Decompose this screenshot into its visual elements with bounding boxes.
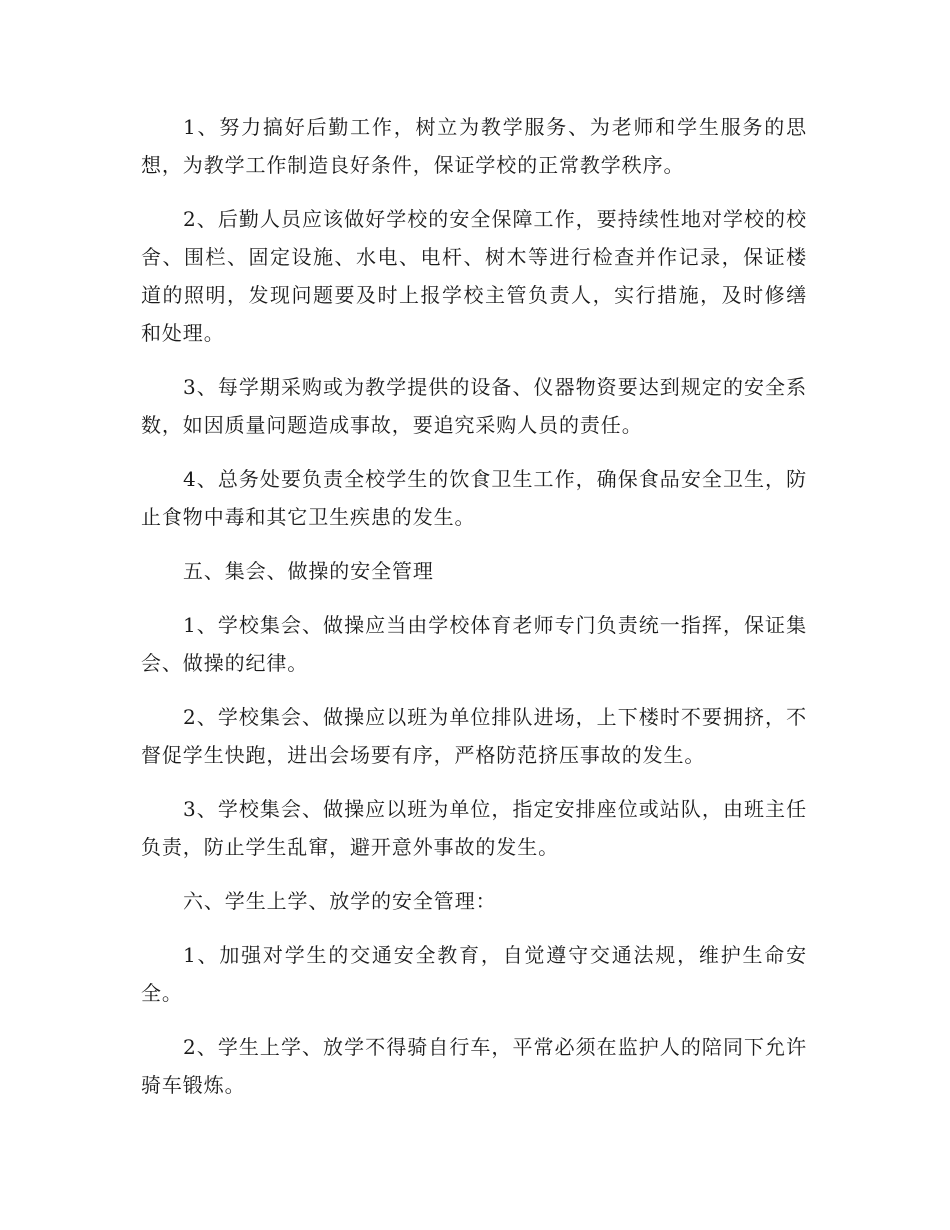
section-heading-commute: 六、学生上学、放学的安全管理：: [183, 889, 497, 913]
document-body: [141, 108, 807, 1120]
paragraph-logistics-4: 4、总务处要负责全校学生的饮食卫生工作，确保食品安全卫生，防止食物中毒和其它卫生疾患的发生。: [141, 467, 807, 529]
paragraph-commute-2: 2、学生上学、放学不得骑自行车，平常必须在监护人的陪同下允许骑车锻炼。: [141, 1035, 807, 1097]
paragraph-logistics-1: 1、努力搞好后勤工作，树立为教学服务、为老师和学生服务的思想，为教学工作制造良好条件，保证学校的正常教学秩序。: [141, 115, 807, 177]
paragraph-assembly-3: 3、学校集会、做操应以班为单位，指定安排座位或站队，由班主任负责，防止学生乱窜，避开意外事故的发生。: [141, 797, 807, 859]
paragraph-assembly-1: 1、学校集会、做操应当由学校体育老师专门负责统一指挥，保证集会、做操的纪律。: [141, 613, 807, 675]
paragraph-logistics-2: 2、后勤人员应该做好学校的安全保障工作，要持续性地对学校的校舍、围栏、固定设施、水电、电杆、树木等进行检查并作记录，保证楼道的照明，发现问题要及时上报学校主管负责人，实行措施，及时修缮和处理。: [141, 207, 807, 345]
paragraph-assembly-2: 2、学校集会、做操应以班为单位排队进场，上下楼时不要拥挤，不督促学生快跑，进出会场要有序，严格防范挤压事故的发生。: [141, 705, 807, 767]
paragraph-commute-1: 1、加强对学生的交通安全教育，自觉遵守交通法规，维护生命安全。: [141, 943, 807, 1005]
section-heading-assembly: 五、集会、做操的安全管理: [183, 559, 434, 583]
paragraph-logistics-3: 3、每学期采购或为教学提供的设备、仪器物资要达到规定的安全系数，如因质量问题造成事故，要追究采购人员的责任。: [141, 375, 807, 437]
